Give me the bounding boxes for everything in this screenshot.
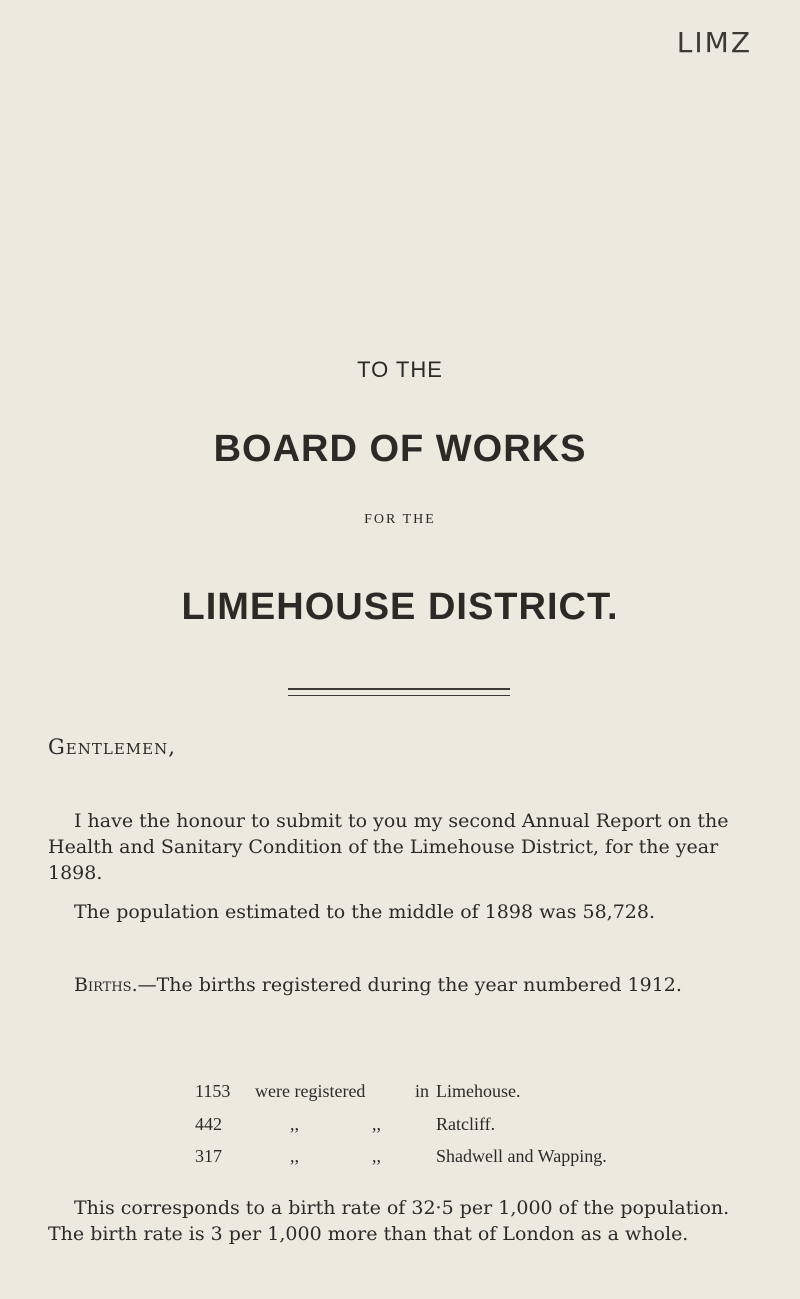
heading-board-of-works: BOARD OF WORKS	[213, 428, 587, 470]
births-place-limehouse: Limehouse.	[436, 1081, 521, 1101]
births-place-shadwell: Shadwell and Wapping.	[436, 1146, 607, 1166]
double-rule-bottom	[288, 695, 510, 696]
heading-limehouse-district: LIMEHOUSE DISTRICT.	[181, 586, 619, 628]
births-heading: Births.	[74, 974, 138, 996]
paragraph-report-intro: I have the honour to submit to you my second Annual Report on the Health and Sanitary Condition of the Limehouse District, for the year 1898.	[48, 810, 729, 884]
births-count-limehouse: 1153	[195, 1081, 231, 1101]
double-rule-top	[288, 688, 510, 690]
heading-to-the: TO THE	[357, 357, 443, 382]
salutation: Gentlemen,	[48, 735, 176, 759]
handwritten-annotation: LIMZ	[676, 26, 752, 59]
births-count-shadwell: 317	[195, 1146, 222, 1166]
births-place-ratcliff: Ratcliff.	[436, 1114, 496, 1134]
births-ditto-shadwell: ,,	[290, 1146, 299, 1166]
births-count-ratcliff: 442	[195, 1114, 222, 1134]
births-in-limehouse: in	[415, 1081, 430, 1101]
births-ditto2-shadwell: ,,	[372, 1146, 381, 1166]
births-ditto-ratcliff: ,,	[290, 1114, 299, 1134]
paragraph-population: The population estimated to the middle of 1898 was 58,728.	[74, 901, 656, 923]
paragraph-birth-rate: This corresponds to a birth rate of 32·5 per 1,000 of the population. The birth rate is 3 per 1,000 more than that of London as a whole.	[48, 1197, 730, 1245]
births-text: —The births registered during the year numbered 1912.	[137, 974, 682, 996]
heading-for-the: FOR THE	[364, 512, 436, 527]
births-verb-limehouse: were registered	[255, 1081, 366, 1101]
paragraph-births	[48, 972, 748, 998]
births-ditto2-ratcliff: ,,	[372, 1114, 381, 1134]
